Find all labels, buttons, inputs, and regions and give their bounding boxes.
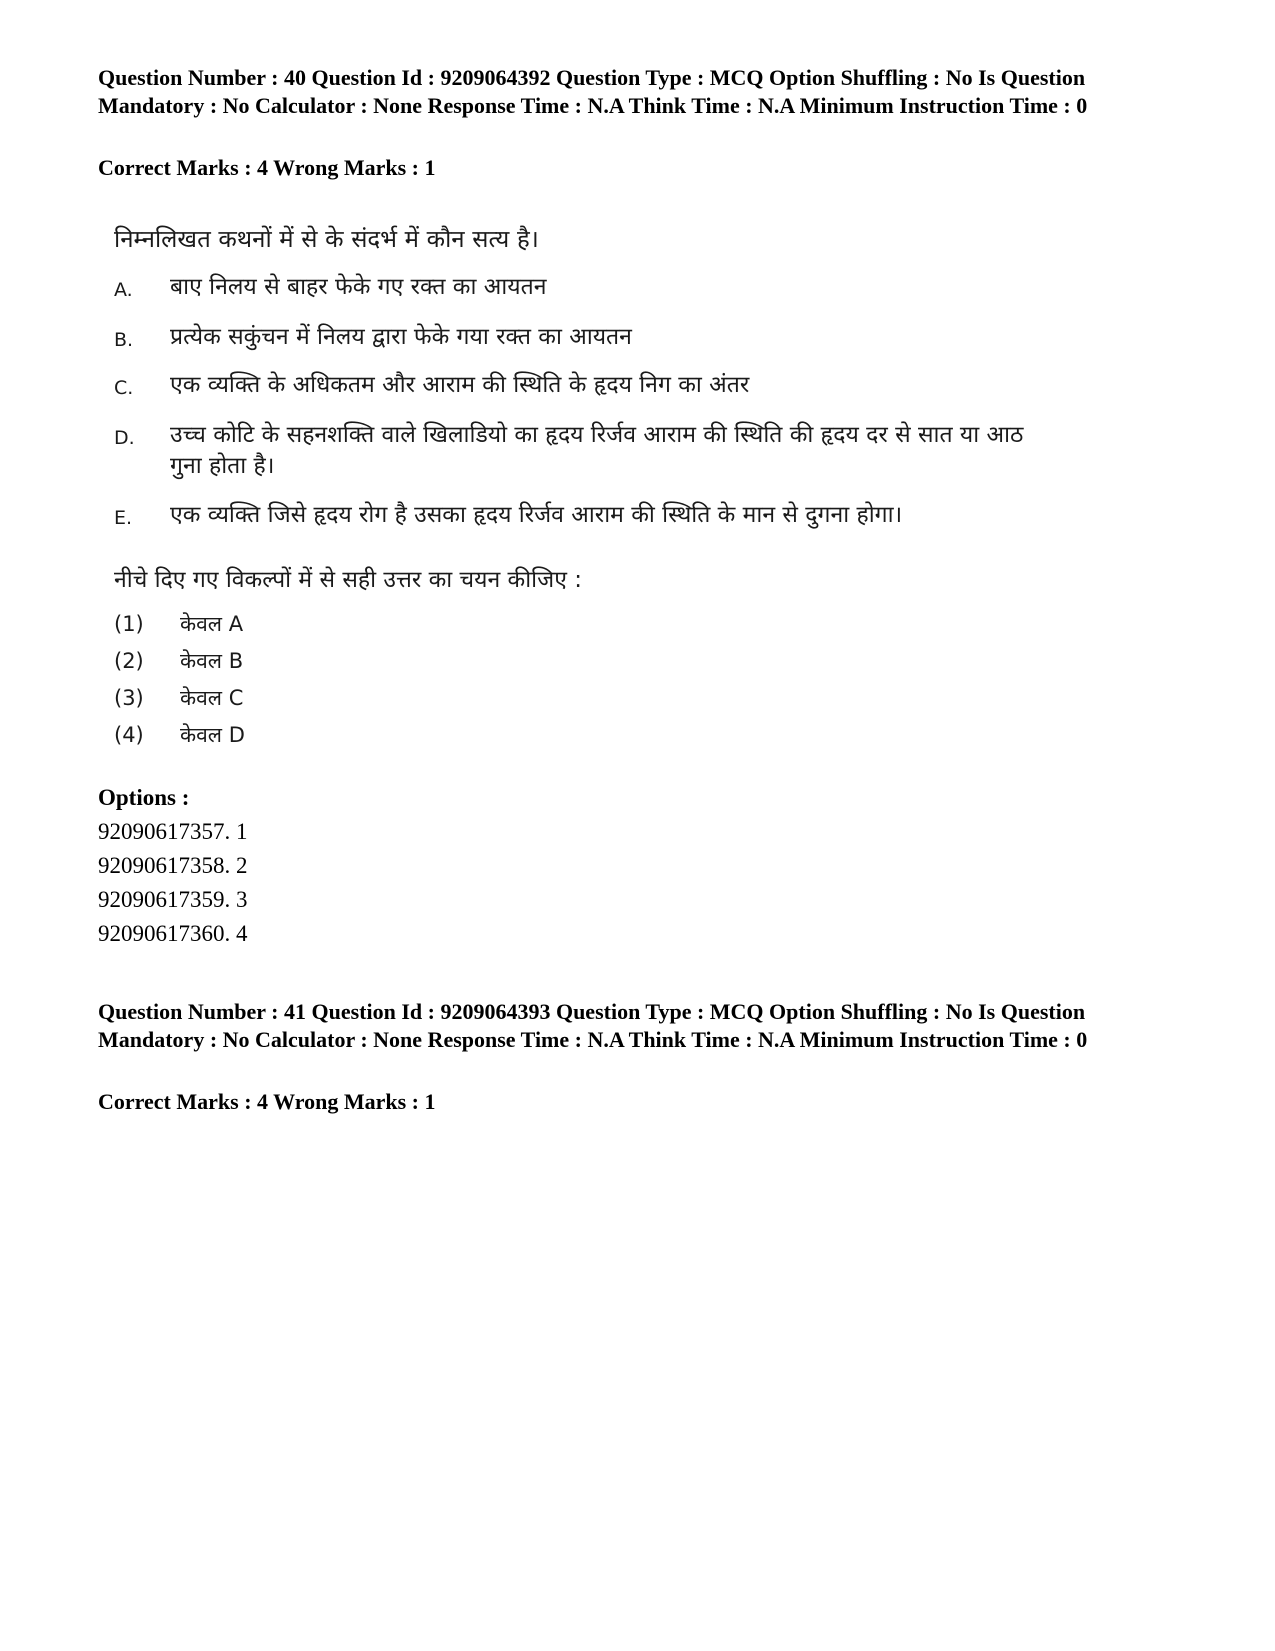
choice-number: (3) <box>114 686 144 710</box>
choice-text: केवल C <box>180 686 244 710</box>
choice-number: (4) <box>114 723 144 747</box>
choice-1 <box>114 610 243 638</box>
statement-text: एक व्यक्ति के अधिकतम और आराम की स्थिति के हृदय निग का अंतर <box>170 372 750 398</box>
choice-text: केवल A <box>180 612 244 636</box>
statement-label: D. <box>114 427 135 449</box>
choice-2 <box>114 647 243 675</box>
statement-d <box>114 420 1030 482</box>
options-title: Options : <box>98 785 190 810</box>
question-stem: निम्नलिखत कथनों में से के संदर्भ में कौन सत्य है। <box>114 225 539 253</box>
statement-b <box>114 322 1070 356</box>
option-row: 92090617360. 4 <box>98 921 248 946</box>
choice-3 <box>114 684 243 712</box>
statement-c <box>114 370 1070 404</box>
statement-e <box>114 500 1070 534</box>
question-41-marks: Correct Marks : 4 Wrong Marks : 1 <box>98 1089 436 1114</box>
option-row: 92090617358. 2 <box>98 853 248 878</box>
question-41-meta: Question Number : 41 Question Id : 9209064393 Question Type : MCQ Option Shuffling : No Is Question Mandatory : No Calculator : None Response Time : N.A Think Time : N.A Minimum Instruction Time : 0 <box>98 999 1088 1052</box>
question-40-content <box>98 212 1098 762</box>
question-40-marks: Correct Marks : 4 Wrong Marks : 1 <box>98 155 436 180</box>
choice-number: (2) <box>114 649 144 673</box>
choice-4 <box>114 721 245 749</box>
statement-label: B. <box>114 329 134 351</box>
question-40-meta: Question Number : 40 Question Id : 9209064392 Question Type : MCQ Option Shuffling : No Is Question Mandatory : No Calculator : None Response Time : N.A Think Time : N.A Minimum Instruction Time : 0 <box>98 65 1088 118</box>
choice-number: (1) <box>114 612 144 636</box>
statement-a <box>114 272 1070 306</box>
statement-text: प्रत्येक सकुंचन में निलय द्वारा फेके गया रक्त का आयतन <box>170 324 632 350</box>
option-row: 92090617359. 3 <box>98 887 248 912</box>
option-row: 92090617357. 1 <box>98 819 248 844</box>
statement-text: बाए निलय से बाहर फेके गए रक्त का आयतन <box>170 274 547 300</box>
answer-instruction: नीचे दिए गए विकल्पों में से सही उत्तर का चयन कीजिए : <box>114 567 582 593</box>
statement-text: एक व्यक्ति जिसे हृदय रोग है उसका हृदय रिर्जव आराम की स्थिति के मान से दुगना होगा। <box>170 502 903 528</box>
statement-text: उच्च कोटि के सहनशक्ति वाले खिलाडियो का हृदय रिर्जव आराम की स्थिति की हृदय दर से सात या आठ गुना होता है। <box>170 422 1024 479</box>
choice-text: केवल D <box>180 723 245 747</box>
choice-text: केवल B <box>180 649 244 673</box>
statement-label: A. <box>114 279 133 301</box>
statement-label: C. <box>114 377 134 399</box>
statement-label: E. <box>114 507 133 529</box>
